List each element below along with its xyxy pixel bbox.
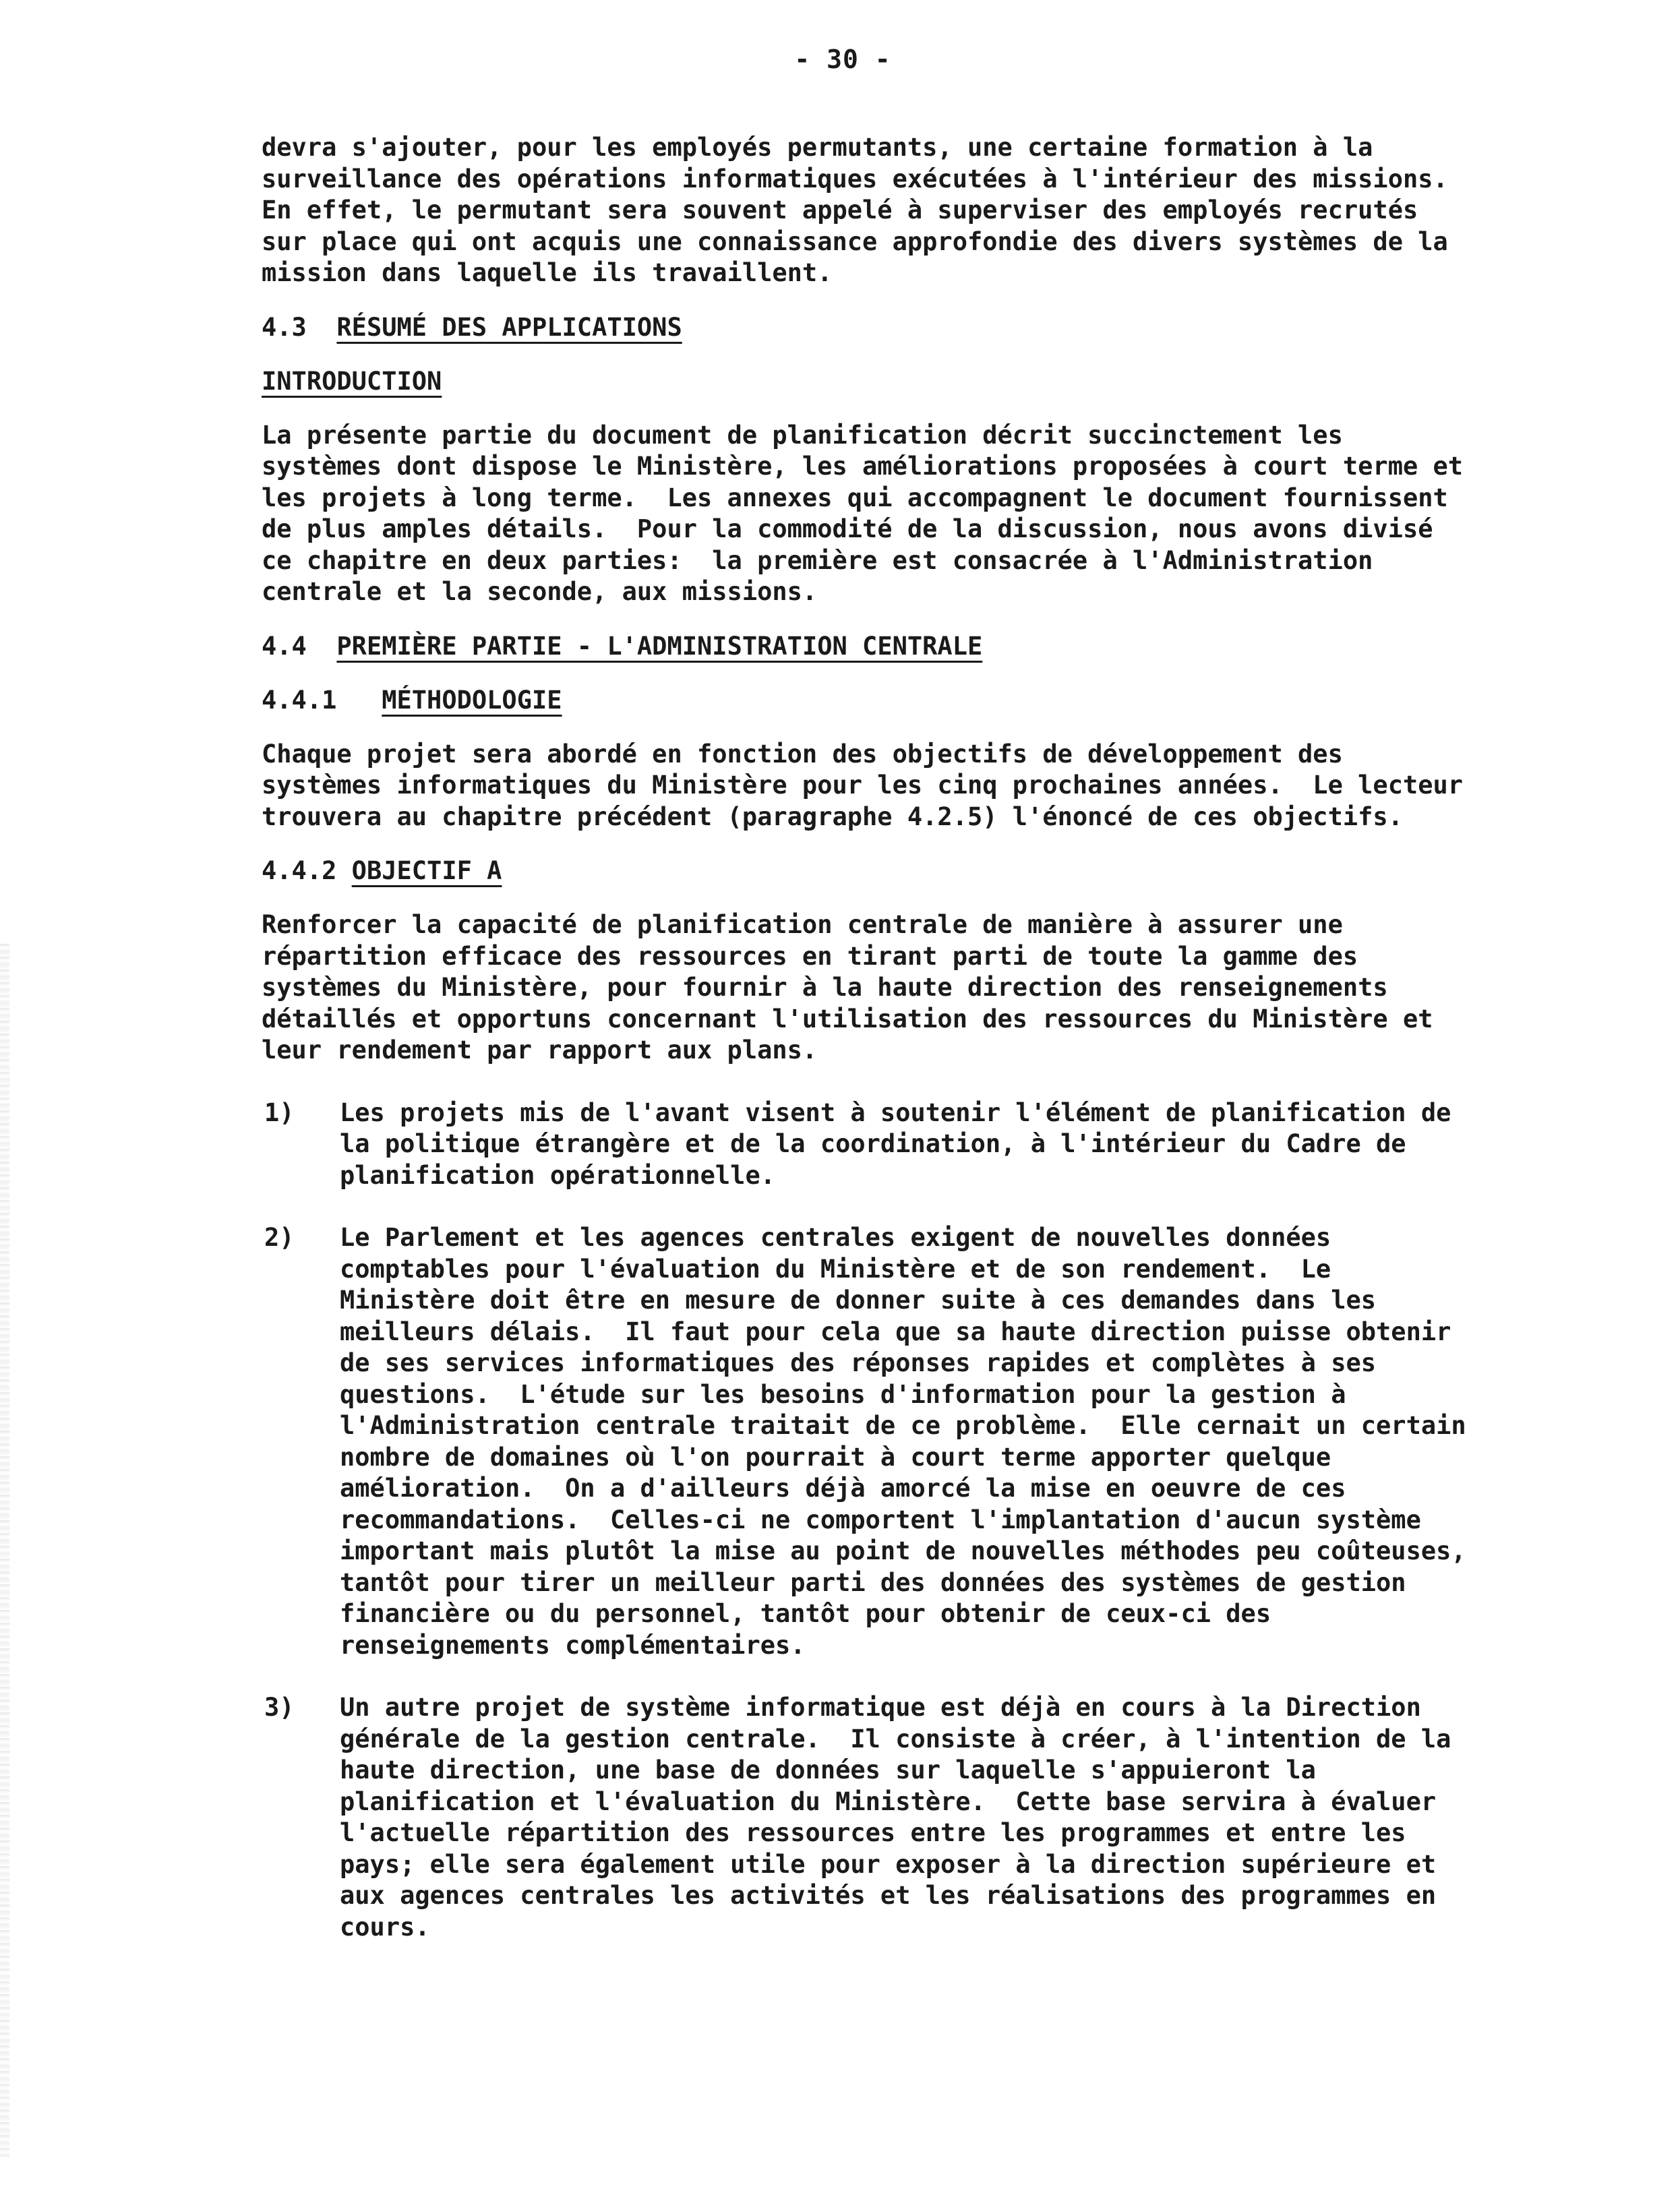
list-item <box>262 1692 1489 1943</box>
text-line: questions. L'étude sur les besoins d'information pour la gestion à <box>340 1379 1346 1409</box>
section-number: 4.4.2 <box>262 856 337 885</box>
section-heading-4-4-1 <box>262 685 1489 716</box>
section-title: OBJECTIF A <box>351 856 502 885</box>
section-title: MÉTHODOLOGIE <box>382 685 562 715</box>
section-title: PREMIÈRE PARTIE - L'ADMINISTRATION CENTRALE <box>336 631 983 661</box>
text-line: systèmes informatiques du Ministère pour les cinq prochaines années. Le lecteur <box>262 771 1464 800</box>
section-title: RÉSUMÉ DES APPLICATIONS <box>336 312 682 342</box>
text-line: systèmes du Ministère, pour fournir à la haute direction des renseignements <box>262 973 1388 1002</box>
text-line: pays; elle sera également utile pour exposer à la direction supérieure et <box>340 1849 1437 1879</box>
text-line: détaillés et opportuns concernant l'utilisation des ressources du Ministère et <box>262 1004 1433 1033</box>
text-line: devra s'ajouter, pour les employés permutants, une certaine formation à la <box>262 133 1373 162</box>
text-line: renseignements complémentaires. <box>340 1630 806 1660</box>
text-line: la politique étrangère et de la coordination, à l'intérieur du Cadre de <box>340 1129 1406 1158</box>
text-line: Renforcer la capacité de planification centrale de manière à assurer une <box>262 910 1343 939</box>
text-line: mission dans laquelle ils travaillent. <box>262 258 833 287</box>
introduction-paragraph <box>262 420 1489 608</box>
text-line: de plus amples détails. Pour la commodité de la discussion, nous avons divisé <box>262 514 1433 543</box>
text-line: aux agences centrales les activités et les réalisations des programmes en <box>340 1881 1437 1910</box>
text-line: trouvera au chapitre précédent (paragraphe 4.2.5) l'énoncé de ces objectifs. <box>262 802 1403 831</box>
text-line: planification et l'évaluation du Ministère. Cette base servira à évaluer <box>340 1787 1437 1816</box>
list-item <box>262 1098 1489 1192</box>
text-line: nombre de domaines où l'on pourrait à court terme apporter quelque <box>340 1442 1331 1472</box>
section-number: 4.3 <box>262 312 307 342</box>
text-line: recommandations. Celles-ci ne comportent l'implantation d'aucun système <box>340 1505 1421 1534</box>
subheading-introduction <box>262 366 1489 397</box>
text-line: Ministère doit être en mesure de donner suite à ces demandes dans les <box>340 1286 1377 1315</box>
text-line: générale de la gestion centrale. Il consiste à créer, à l'intention de la <box>340 1724 1451 1753</box>
text-line: surveillance des opérations informatiques exécutées à l'intérieur des missions. <box>262 164 1448 193</box>
text-line: Le Parlement et les agences centrales exigent de nouvelles données <box>340 1223 1331 1252</box>
text-line: systèmes dont dispose le Ministère, les améliorations proposées à court terme et <box>262 452 1464 481</box>
text-line: important mais plutôt la mise au point de nouvelles méthodes peu coûteuses, <box>340 1536 1466 1565</box>
text-line: haute direction, une base de données sur laquelle s'appuieront la <box>340 1756 1316 1785</box>
text-line: amélioration. On a d'ailleurs déjà amorcé la mise en oeuvre de ces <box>340 1474 1346 1503</box>
text-line: répartition efficace des ressources en tirant parti de toute la gamme des <box>262 941 1358 971</box>
text-line: financière ou du personnel, tantôt pour obtenir de ceux-ci des <box>340 1599 1271 1628</box>
text-line: l'actuelle répartition des ressources entre les programmes et entre les <box>340 1818 1406 1847</box>
text-line: La présente partie du document de planification décrit succinctement les <box>262 420 1343 450</box>
list-marker: 2) <box>264 1223 295 1252</box>
text-line: comptables pour l'évaluation du Ministère et de son rendement. Le <box>340 1254 1331 1284</box>
scan-edge-artifact <box>0 944 9 2157</box>
intro-continuation-paragraph <box>262 132 1489 289</box>
page-number: - 30 - <box>794 44 891 74</box>
text-line: meilleurs délais. Il faut pour cela que sa haute direction puisse obtenir <box>340 1317 1451 1346</box>
text-line: Les projets mis de l'avant visent à soutenir l'élément de planification de <box>340 1098 1451 1127</box>
list-item <box>262 1222 1489 1661</box>
section-heading-4-3 <box>262 312 1489 343</box>
text-line: leur rendement par rapport aux plans. <box>262 1036 818 1064</box>
objective-a-paragraph <box>262 909 1489 1067</box>
text-line: Un autre projet de système informatique est déjà en cours à la Direction <box>340 1693 1421 1722</box>
text-line: l'Administration centrale traitait de ce problème. Elle cernait un certain <box>340 1411 1466 1440</box>
text-line: planification opérationnelle. <box>340 1160 776 1190</box>
document-body <box>262 132 1489 1943</box>
methodology-paragraph <box>262 739 1489 833</box>
text-line: cours. <box>340 1912 430 1942</box>
text-line: tantôt pour tirer un meilleur parti des données des systèmes de gestion <box>340 1567 1406 1597</box>
subheading-title: INTRODUCTION <box>262 366 442 396</box>
text-line: centrale et la seconde, aux missions. <box>262 577 818 606</box>
section-number: 4.4.1 <box>262 685 337 715</box>
section-number: 4.4 <box>262 631 307 661</box>
list-marker: 3) <box>264 1693 295 1722</box>
text-line: Chaque projet sera abordé en fonction des objectifs de développement des <box>262 739 1343 769</box>
section-heading-4-4 <box>262 631 1489 662</box>
list-marker: 1) <box>264 1098 295 1127</box>
text-line: de ses services informatiques des réponses rapides et complètes à ses <box>340 1348 1377 1377</box>
text-line: sur place qui ont acquis une connaissance approfondie des divers systèmes de la <box>262 227 1448 256</box>
text-line: ce chapitre en deux parties: la première est consacrée à l'Administration <box>262 545 1373 575</box>
text-line: les projets à long terme. Les annexes qui accompagnent le document fournissent <box>262 483 1448 512</box>
text-line: En effet, le permutant sera souvent appelé à superviser des employés recrutés <box>262 196 1418 224</box>
section-heading-4-4-2 <box>262 856 1489 887</box>
